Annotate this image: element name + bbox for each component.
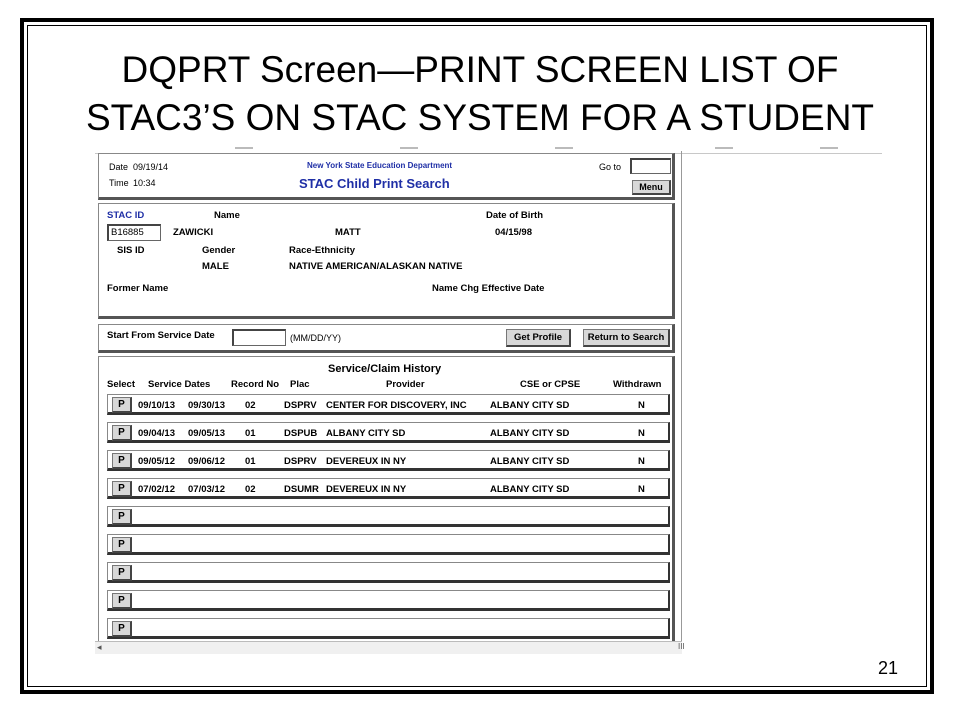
service-claim-history-panel xyxy=(98,356,675,646)
dob-value: 04/15/98 xyxy=(495,227,532,238)
history-row xyxy=(107,562,670,583)
goto-input[interactable] xyxy=(630,158,671,174)
stac-screenshot xyxy=(95,147,882,654)
slide-title-line-1: DQPRT Screen—PRINT SCREEN LIST OF xyxy=(121,49,839,90)
date-label: Date xyxy=(109,162,129,172)
race-ethnicity-value: NATIVE AMERICAN/ALASKAN NATIVE xyxy=(289,261,463,272)
record-number: 02 xyxy=(245,484,256,495)
history-row xyxy=(107,394,670,415)
history-row xyxy=(107,450,670,471)
cse-cpse-name: ALBANY CITY SD xyxy=(490,484,570,495)
menu-button[interactable]: Menu xyxy=(632,180,671,195)
scroll-grip-icon[interactable]: III xyxy=(678,642,685,651)
column-header-service-dates: Service Dates xyxy=(148,379,211,390)
column-header-provider: Provider xyxy=(386,379,425,390)
cse-cpse-name: ALBANY CITY SD xyxy=(490,400,570,411)
sis-id-label: SIS ID xyxy=(117,245,145,256)
service-date-search-panel xyxy=(98,324,675,353)
column-header-cse-cpse: CSE or CPSE xyxy=(520,379,581,390)
provider-name: DEVEREUX IN NY xyxy=(326,484,407,495)
history-row xyxy=(107,506,670,527)
history-row xyxy=(107,534,670,555)
service-end-date: 09/05/13 xyxy=(188,428,225,439)
name-label: Name xyxy=(214,210,240,221)
time-value: 10:34 xyxy=(133,178,156,188)
placement-code: DSPUB xyxy=(284,428,318,439)
record-number: 02 xyxy=(245,400,256,411)
goto-label: Go to xyxy=(599,162,622,172)
column-header-plac: Plac xyxy=(290,379,310,390)
cse-cpse-name: ALBANY CITY SD xyxy=(490,456,570,467)
stac-id-field[interactable]: B16885 xyxy=(107,224,161,241)
withdrawn-flag: N xyxy=(638,400,645,411)
service-end-date: 09/30/13 xyxy=(188,400,225,411)
scroll-left-arrow-icon[interactable]: ◂ xyxy=(97,642,102,652)
department-name: New York State Education Department xyxy=(307,161,453,170)
select-row-button[interactable]: P xyxy=(112,593,132,609)
select-row-button[interactable]: P xyxy=(112,537,132,553)
strip-mark xyxy=(400,147,418,149)
provider-name: DEVEREUX IN NY xyxy=(326,456,407,467)
header-panel xyxy=(98,153,675,200)
race-ethnicity-label: Race-Ethnicity xyxy=(289,245,355,256)
withdrawn-flag: N xyxy=(638,456,645,467)
slide-title xyxy=(30,46,930,142)
placement-code: DSPRV xyxy=(284,400,317,411)
date-value: 09/19/14 xyxy=(133,162,169,172)
service-start-date: 09/05/12 xyxy=(138,456,175,467)
horizontal-scrollbar[interactable] xyxy=(95,641,685,654)
withdrawn-flag: N xyxy=(638,484,645,495)
provider-name: ALBANY CITY SD xyxy=(326,428,406,439)
history-row xyxy=(107,422,670,443)
placement-code: DSPRV xyxy=(284,456,317,467)
first-name-value: MATT xyxy=(335,227,361,238)
record-number: 01 xyxy=(245,428,256,439)
select-row-button[interactable]: P xyxy=(112,621,132,637)
last-name-value: ZAWICKI xyxy=(173,227,214,238)
select-row-button[interactable]: P xyxy=(112,425,132,441)
screen-title: STAC Child Print Search xyxy=(299,176,450,191)
service-start-date: 09/10/13 xyxy=(138,400,175,411)
service-end-date: 09/06/12 xyxy=(188,456,225,467)
name-change-date-label: Name Chg Effective Date xyxy=(432,283,545,294)
strip-mark xyxy=(235,147,253,149)
date-format-hint: (MM/DD/YY) xyxy=(290,333,341,343)
student-info-panel xyxy=(98,203,675,319)
former-name-label: Former Name xyxy=(107,283,169,294)
column-header-withdrawn: Withdrawn xyxy=(613,379,662,390)
service-start-date: 07/02/12 xyxy=(138,484,175,495)
select-row-button[interactable]: P xyxy=(112,509,132,525)
column-header-select: Select xyxy=(107,379,135,390)
gender-value: MALE xyxy=(202,261,229,272)
start-service-date-input[interactable] xyxy=(232,329,286,346)
slide-title-line-2: STAC3’S ON STAC SYSTEM FOR A STUDENT xyxy=(85,97,875,138)
start-service-date-label: Start From Service Date xyxy=(107,330,215,341)
select-row-button[interactable]: P xyxy=(112,397,132,413)
service-end-date: 07/03/12 xyxy=(188,484,225,495)
withdrawn-flag: N xyxy=(638,428,645,439)
page-number: 21 xyxy=(878,658,899,678)
gender-label: Gender xyxy=(202,245,236,256)
screen-right-border xyxy=(681,151,682,641)
stac-id-label: STAC ID xyxy=(107,210,145,221)
strip-mark xyxy=(715,147,733,149)
time-label: Time xyxy=(109,178,129,188)
get-profile-button[interactable]: Get Profile xyxy=(506,329,571,347)
dob-label: Date of Birth xyxy=(486,210,543,221)
history-title: Service/Claim History xyxy=(328,363,442,375)
history-row xyxy=(107,590,670,611)
select-row-button[interactable]: P xyxy=(112,453,132,469)
select-row-button[interactable]: P xyxy=(112,481,132,497)
provider-name: CENTER FOR DISCOVERY, INC xyxy=(326,400,467,411)
service-start-date: 09/04/13 xyxy=(138,428,175,439)
history-row xyxy=(107,618,670,639)
strip-mark xyxy=(820,147,838,149)
strip-mark xyxy=(555,147,573,149)
history-row xyxy=(107,478,670,499)
column-header-record-no: Record No xyxy=(231,379,280,390)
cse-cpse-name: ALBANY CITY SD xyxy=(490,428,570,439)
return-to-search-button[interactable]: Return to Search xyxy=(583,329,670,347)
record-number: 01 xyxy=(245,456,256,467)
select-row-button[interactable]: P xyxy=(112,565,132,581)
placement-code: DSUMR xyxy=(284,484,319,495)
